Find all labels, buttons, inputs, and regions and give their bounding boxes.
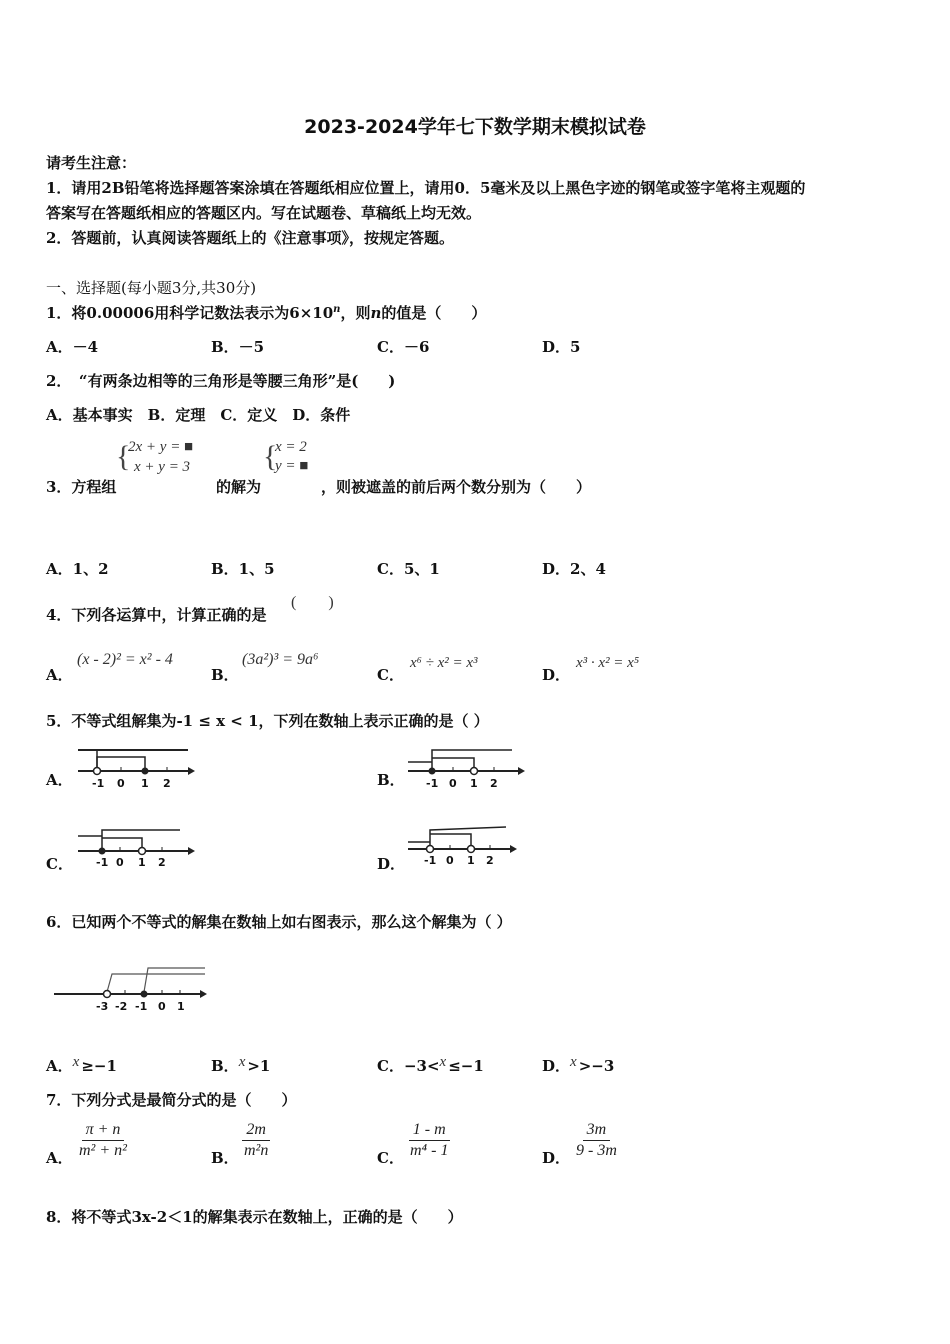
tick-label: 1 [467,854,475,867]
tick-label: -2 [115,1000,128,1013]
tick-label: 0 [446,854,454,867]
q6-number-line [52,960,212,1016]
notice-line-2: 2．答题前，认真阅读答题纸上的《注意事项》，按规定答题。 [46,229,454,247]
q3-option-c[interactable]: C．5、1 [377,560,440,578]
notice-heading: 请考生注意： [46,154,137,172]
q7-option-a-label[interactable]: A． [46,1149,73,1167]
q6-option-c[interactable] [377,1055,484,1076]
q3-solution-system [263,438,323,480]
section-heading: 一、选择题(每小题3分,共30分) [46,279,257,297]
tick-label: 1 [138,856,146,869]
q7-a-denominator: m² + n² [79,1142,127,1159]
tick-label: 0 [158,1000,166,1013]
question-3-stem-mid: 的解为 [216,478,262,496]
tick-label: 2 [163,777,171,790]
q1-stem-pre: 1．将0.00006用科学记数法表示为6×10 [46,304,334,322]
q5-option-d-label[interactable]: D． [377,855,406,873]
question-2-stem: 2． “有两条边相等的三角形是等腰三角形”是( ) [46,372,396,390]
tick-label: 0 [117,777,125,790]
q6-option-c-label: C． [377,1057,404,1075]
tick-label: -1 [92,777,105,790]
tick-label: 1 [141,777,149,790]
question-3-stem-pre: 3．方程组 [46,478,117,496]
q6-option-b[interactable] [211,1055,270,1076]
q1-option-a[interactable]: A．－4 [46,338,99,356]
q7-c-numerator: 1 - m [409,1121,450,1141]
question-3-stem-post: ，则被遮盖的前后两个数分别为（ ） [321,478,592,496]
q5-option-c-label[interactable]: C． [46,855,73,873]
q6-option-a-var: x [72,1054,80,1070]
q6-option-c-rest: ≤−1 [448,1057,484,1075]
q6-option-a-label: A． [46,1057,73,1075]
q4-answer-paren: ( ) [291,594,334,611]
q1-stem-mid: ，则 [340,304,371,322]
tick-label: 0 [116,856,124,869]
tick-label: 2 [486,854,494,867]
q4-option-b-expr[interactable]: (3a²)³ = 9a⁶ [242,651,319,668]
q6-option-a-rest: ≥−1 [81,1057,117,1075]
q3-equation-system [116,438,216,480]
q6-option-c-pre: −3< [403,1057,440,1075]
q7-d-numerator: 3m [583,1121,611,1141]
q5-option-a-label[interactable]: A． [46,771,73,789]
q7-option-b-fraction[interactable] [240,1121,272,1160]
q7-option-d-fraction[interactable] [572,1121,621,1160]
tick-label: 0 [449,777,457,790]
q7-option-c-fraction[interactable] [406,1121,452,1160]
question-4-stem: 4．下列各运算中，计算正确的是 [46,606,267,624]
q5-number-line-a[interactable] [76,742,196,792]
tick-label: -1 [135,1000,148,1013]
q7-option-a-fraction[interactable] [75,1121,131,1160]
q3-option-b[interactable]: B．1、5 [211,560,275,578]
q4-option-c-label[interactable]: C． [377,666,404,684]
q6-option-a[interactable] [46,1055,117,1076]
q3-option-d[interactable]: D．2、4 [542,560,606,578]
q3-solution-line-2: y = ■ [275,458,309,474]
q3-system-line-2: x + y = 3 [134,459,191,475]
q7-b-numerator: 2m [242,1121,270,1141]
q7-option-d-label[interactable]: D． [542,1149,571,1167]
q6-option-d-rest: >−3 [578,1057,615,1075]
tick-label: 2 [490,777,498,790]
tick-label: -1 [96,856,109,869]
question-8-stem: 8．将不等式3x-2＜1的解集表示在数轴上，正确的是（ ） [46,1208,463,1226]
q1-option-c[interactable]: C．－6 [377,338,430,356]
q1-option-b[interactable]: B．－5 [211,338,265,356]
q7-d-denominator: 9 - 3m [576,1142,617,1159]
question-5-stem: 5．不等式组解集为-1 ≤ x < 1，下列在数轴上表示正确的是（ ） [46,712,489,730]
q2-options[interactable]: A．基本事实 B．定理 C．定义 D．条件 [46,406,351,424]
question-6-stem: 6．已知两个不等式的解集在数轴上如右图表示，那么这个解集为（ ） [46,913,512,931]
q7-option-c-label[interactable]: C． [377,1149,404,1167]
q3-brace-2: { [263,440,278,473]
q5-number-line-c[interactable] [76,824,196,874]
q1-option-d[interactable]: D．5 [542,338,581,356]
q6-option-d[interactable] [542,1055,614,1076]
q7-a-numerator: π + n [82,1121,125,1141]
q3-brace-1: { [116,440,131,473]
q5-number-line-b[interactable] [406,742,526,792]
q3-option-a[interactable]: A．1、2 [46,560,109,578]
q5-number-line-d[interactable] [406,822,526,872]
question-1-stem [46,302,486,323]
q1-exponent: n [333,304,341,315]
q6-option-b-rest: >1 [247,1057,271,1075]
q7-option-b-label[interactable]: B． [211,1149,239,1167]
q1-stem-post: 的值是（ ） [381,304,487,322]
q7-c-denominator: m⁴ - 1 [410,1142,449,1159]
tick-label: -1 [426,777,439,790]
q4-option-d-label[interactable]: D． [542,666,571,684]
q6-option-d-label: D． [542,1057,571,1075]
q3-system-line-1: 2x + y = ■ [128,439,194,455]
q6-option-c-var: x [439,1054,447,1070]
q6-option-b-var: x [238,1054,246,1070]
q7-b-denominator: m²n [244,1142,269,1159]
tick-label: 2 [158,856,166,869]
q4-option-a-expr[interactable]: (x - 2)² = x² - 4 [77,651,173,668]
tick-label: -1 [424,854,437,867]
page-title: 2023-2024学年七下数学期末模拟试卷 [304,116,646,138]
q4-option-c-expr[interactable]: x⁶ ÷ x² = x³ [410,655,478,671]
q4-option-d-expr[interactable]: x³ · x² = x⁵ [576,655,640,671]
notice-line-1b: 答案写在答题纸相应的答题区内。写在试题卷、草稿纸上均无效。 [46,204,482,222]
question-7-stem: 7．下列分式是最简分式的是（ ） [46,1091,297,1109]
q6-option-b-label: B． [211,1057,239,1075]
tick-label: -3 [96,1000,109,1013]
notice-line-1a: 1．请用2B铅笔将选择题答案涂填在答题纸相应位置上，请用0．5毫米及以上黑色字迹的钢笔或签字笔将主观题的 [46,179,806,197]
q3-solution-line-1: x = 2 [275,439,307,455]
tick-label: 1 [177,1000,185,1013]
q6-option-d-var: x [570,1054,577,1070]
q1-variable: n [370,304,382,322]
q4-option-b-label[interactable]: B． [211,666,239,684]
tick-label: 1 [470,777,478,790]
q4-option-a-label[interactable]: A． [46,666,73,684]
q5-option-b-label[interactable]: B． [377,771,405,789]
